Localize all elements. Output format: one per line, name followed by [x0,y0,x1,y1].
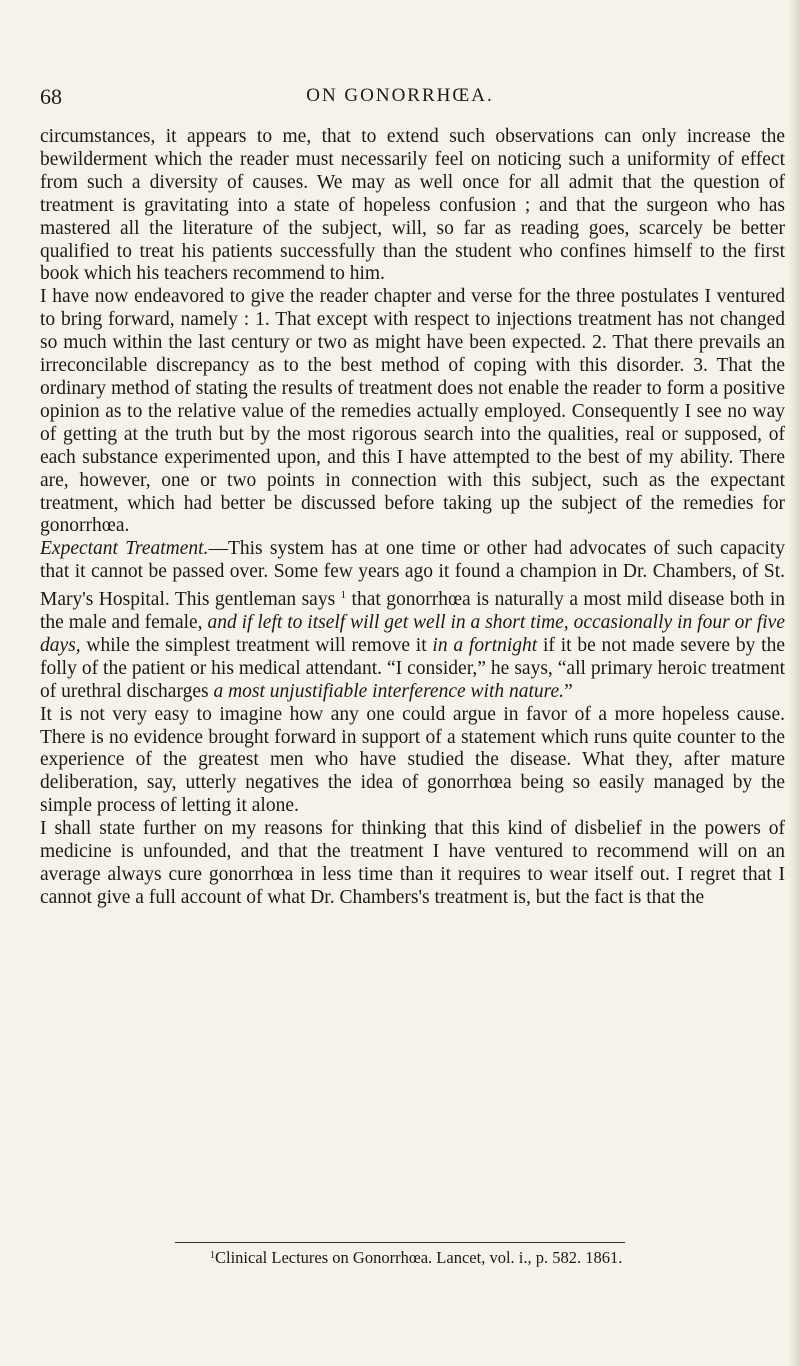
footnote-reference[interactable]: 1 [340,589,347,602]
footnote-divider [175,1242,625,1243]
paragraph-4: It is not very easy to imagine how any one could argue in favor of a more hopeless cause. There is no evidence brought forward in support of a statement which runs quite counter to the experience of the greatest men who have studied the disease. What they, after mature deliberation, say, utterly negatives the idea of gonorrhœa being so easily managed by the simple process of letting it alone. [40,703,785,817]
paragraph-3-italic-2: in a fortnight [432,634,538,656]
body-text [40,126,785,910]
footnote-text: Clinical Lectures on Gonorrhœa. Lancet, vol. i., p. 582. 1861. [215,1248,623,1267]
footnote-mark: 1 [210,1250,215,1261]
paragraph-3 [40,538,785,703]
section-heading: Expectant Treatment. [40,538,209,560]
paragraph-3-italic-1: and if left to itself will get well in a short time, occasionally in four or five days, [40,612,785,656]
footnote [210,1248,622,1268]
paragraph-5: I shall state further on my reasons for thinking that this kind of disbelief in the powers of medicine is unfounded, and that the treatment I have ventured to recommend will on an average always cure gonorrhœa in less time than it requires to wear itself out. I regret that I cannot give a full account of what Dr. Chambers's treatment is, but the fact is that the [40,818,785,908]
page-number: 68 [40,84,62,109]
paragraph-3-text-d: if it be not made severe by the folly of the patient or his medical attendant. “I consider,” he says, “all primary heroic treatment of urethral discharges [40,634,785,702]
paragraph-3-text-e: ” [564,680,573,702]
paragraph-3-text-c: while the simplest treatment will remove it [80,634,433,656]
paragraph-2: I have now endeavored to give the reader chapter and verse for the three postulates I ventured to bring forward, namely : 1. That except with respect to injections treatment has not changed so much within the last century or two as might have been expected. 2. That there prevails an irreconcilable discrepancy as to the best method of coping with this disorder. 3. That the ordinary method of stating the results of treatment does not enable the reader to form a positive opinion as to the relative value of the remedies actually employed. Consequently I see no way of getting at the truth but by the most rigorous search into the qualities, real or supposed, of each substance experimented upon, and this I have attempted to the best of my ability. There are, however, one or two points in connection with this subject, such as the expectant treatment, which had better be discussed before taking up the subject of the remedies for gonorrhœa. [40,286,785,537]
paragraph-3-italic-3: a most unjustifiable interference with nature. [213,680,565,702]
page-edge [788,0,800,1366]
paragraph-3-text-b: that gonorrhœa is naturally a most mild disease both in the male and female, [40,589,785,634]
running-title: ON GONORRHŒA. [306,85,494,106]
paragraph-3-text-a: —This system has at one time or other had advocates of such capacity that it cannot be passed over. Some few years ago it found a champion in Dr. Chambers, of St. Mary's Hospital. This gentleman says [40,538,785,611]
paragraph-1: circumstances, it appears to me, that to extend such observations can only increase the bewilderment which the reader must necessarily feel on noticing such a uniformity of effect from such a diversity of causes. We may as well once for all admit that the question of treatment is gravitating into a state of hopeless confusion ; and that the surgeon who has mastered all the literature of the subject, will, so far as reading goes, scarcely be better qualified to treat his patients successfully than the student who confines himself to the first book which his teachers recommend to him. [40,126,785,285]
page-header [40,84,760,110]
